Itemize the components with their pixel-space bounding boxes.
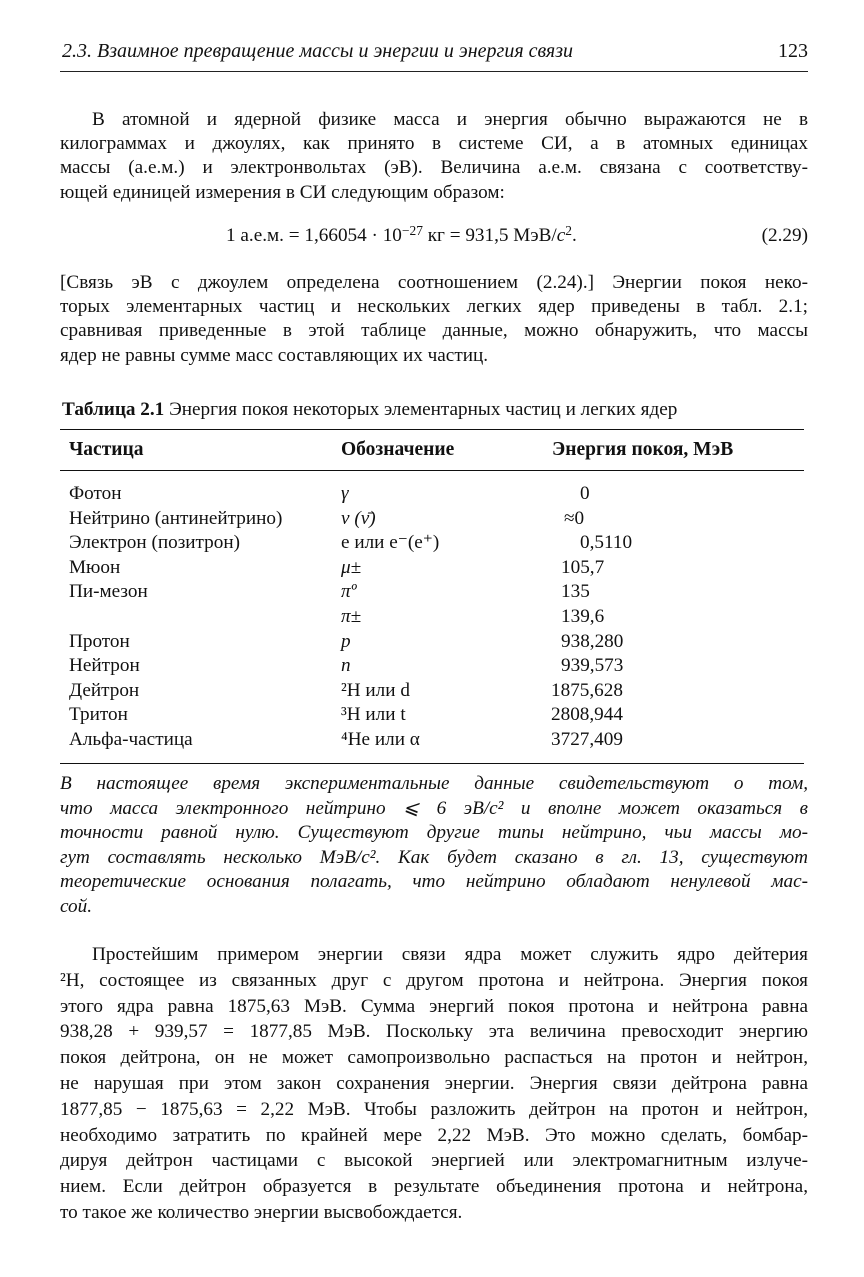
text-line: этого ядра равна 1875,63 МэВ. Сумма энергий покоя протона и нейтрона равна — [60, 995, 808, 1017]
particle-table — [60, 482, 804, 753]
table-row — [60, 482, 804, 507]
cell-particle: Тритон — [69, 704, 128, 726]
text-line: массы (а.е.м.) и электронвольтах (эВ). Величина а.е.м. связана с соответству- — [60, 157, 808, 179]
cell-particle: Фотон — [69, 483, 122, 504]
table-bottom-rule — [60, 763, 804, 764]
equation-2-29 — [60, 222, 808, 251]
equation-lhs: 1 а.е.м. = 1,66054 · 10 — [226, 225, 402, 246]
cell-energy: 938,280 — [561, 630, 624, 652]
note-line: точности равной нулю. Существуют другие типы нейтрино, чьи массы мо- — [60, 822, 808, 843]
text-line: сравнивая приведенные в этой таблице данные, можно обнаружить, что массы — [60, 320, 808, 342]
intro-paragraph — [60, 108, 808, 205]
binding-energy-paragraph — [60, 942, 808, 1226]
cell-symbol: πº — [341, 581, 357, 603]
table-row — [60, 728, 804, 753]
cell-symbol: e или e⁻(e⁺) — [341, 532, 440, 554]
text-line: то такое же количество энергии высвобождается. — [60, 1201, 463, 1223]
cell-symbol: π± — [341, 605, 362, 627]
table-note — [60, 772, 808, 919]
table-top-rule — [60, 429, 804, 430]
cell-symbol: n — [341, 655, 351, 677]
text-line: В атомной и ядерной физике масса и энергия обычно выражаются не в — [92, 109, 808, 130]
cell-symbol: ν (ν̄) — [341, 507, 376, 529]
table-row — [60, 654, 804, 679]
table-row — [60, 556, 804, 581]
equation-number: (2.29) — [761, 225, 808, 246]
cell-symbol: ³H или t — [341, 704, 406, 726]
cell-energy: 2808,944 — [551, 704, 623, 726]
cell-energy: 105,7 — [561, 556, 605, 578]
text-line: торых элементарных частиц и нескольких легких ядер приведены в табл. 2.1; — [60, 296, 808, 318]
table-row — [60, 605, 804, 630]
text-line: нием. Если дейтрон образуется в результате объединения протона и нейтрона, — [60, 1176, 808, 1198]
equation-body — [226, 222, 577, 247]
table-row — [60, 531, 804, 556]
text-line: покоя дейтрона, он не может самопроизвольно распасться на протон и нейтрон, — [60, 1047, 808, 1069]
table-header-symbol: Обозначение — [341, 439, 455, 460]
equation-exponent: −27 — [401, 222, 423, 238]
equation-end: . — [572, 225, 577, 246]
note-line: В настоящее время экспериментальные данные свидетельствуют о том, — [60, 773, 808, 794]
table-row — [60, 630, 804, 655]
cell-particle: Нейтрино (антинейтрино) — [69, 507, 283, 529]
text-line: 938,28 + 939,57 = 1877,85 МэВ. Поскольку эта величина превосходит энергию — [60, 1021, 808, 1043]
text-line: необходимо затратить по крайней мере 2,22 МэВ. Это можно сделать, бомбар- — [60, 1124, 808, 1146]
equation-c: c — [556, 225, 566, 246]
section-title: 2.3. Взаимное превращение массы и энергии и энергия связи — [62, 40, 574, 62]
table-row — [60, 679, 804, 704]
cell-particle: Электрон (позитрон) — [69, 532, 241, 554]
text-line: 1877,85 − 1875,63 = 2,22 МэВ. Чтобы разложить дейтрон на протон и нейтрон, — [60, 1098, 808, 1120]
table-header-rule — [60, 470, 804, 471]
text-line: ющей единицей измерения в СИ следующим образом: — [60, 181, 505, 203]
table-row — [60, 507, 804, 532]
table-row — [60, 580, 804, 605]
cell-energy: 939,573 — [561, 655, 624, 677]
header-rule — [60, 71, 808, 72]
cell-energy: 0 — [580, 483, 590, 504]
text-line: не нарушая при этом закон сохранения энергии. Энергия связи дейтрона равна — [60, 1072, 808, 1094]
note-line: гут составлять несколько МэВ/c². Как будет сказано в гл. 13, существуют — [60, 846, 808, 868]
cell-energy: 1875,628 — [551, 679, 623, 701]
text-line: килограммах и джоулях, как принято в системе СИ, а в атомных единицах — [60, 133, 808, 155]
table-caption — [62, 399, 677, 421]
page-number: 123 — [778, 40, 808, 62]
text-line: ядер не равны сумме масс составляющих их частиц. — [60, 344, 489, 366]
cell-symbol: γ — [341, 483, 349, 504]
text-line: ²H, состоящее из связанных друг с другом протона и нейтрона. Энергия покоя — [60, 969, 808, 991]
cell-particle: Мюон — [69, 556, 121, 578]
note-line: что масса электронного нейтрино ⩽ 6 эВ/c² и вполне может оказаться в — [60, 797, 808, 819]
after-equation-paragraph — [60, 271, 808, 368]
table-caption-text: Энергия покоя некоторых элементарных частиц и легких ядер — [164, 399, 678, 420]
cell-symbol: μ± — [341, 556, 362, 578]
text-line: Простейшим примером энергии связи ядра может служить ядро дейтерия — [92, 944, 808, 965]
text-line: [Связь эВ с джоулем определена соотношением (2.24).] Энергии покоя неко- — [60, 272, 808, 293]
cell-symbol: ²H или d — [341, 679, 410, 701]
cell-particle: Протон — [69, 630, 130, 652]
cell-energy: 3727,409 — [551, 728, 623, 750]
table-row — [60, 703, 804, 728]
table-caption-label: Таблица 2.1 — [62, 399, 165, 420]
cell-symbol: p — [341, 630, 351, 652]
cell-particle: Пи-мезон — [69, 581, 148, 603]
cell-energy: 135 — [561, 581, 590, 603]
table-header-particle: Частица — [69, 439, 144, 460]
cell-particle: Нейтрон — [69, 655, 140, 677]
note-line: сой. — [60, 895, 93, 917]
running-header — [62, 40, 808, 68]
cell-energy: ≈0 — [564, 507, 585, 529]
table-header-energy: Энергия покоя, МэВ — [552, 439, 734, 460]
note-line: теоретические основания полагать, что нейтрино обладают ненулевой мас- — [60, 871, 808, 892]
cell-particle: Дейтрон — [69, 679, 140, 701]
equation-mid: кг = 931,5 МэВ/ — [422, 225, 557, 246]
cell-energy: 139,6 — [561, 605, 605, 627]
equation-exponent: 2 — [565, 222, 572, 238]
cell-particle: Альфа-частица — [69, 728, 193, 750]
text-line: дируя дейтрон частицами с высокой энергией или электромагнитным излуче- — [60, 1150, 808, 1172]
cell-symbol: ⁴He или α — [341, 728, 420, 750]
cell-energy: 0,5110 — [580, 532, 633, 554]
